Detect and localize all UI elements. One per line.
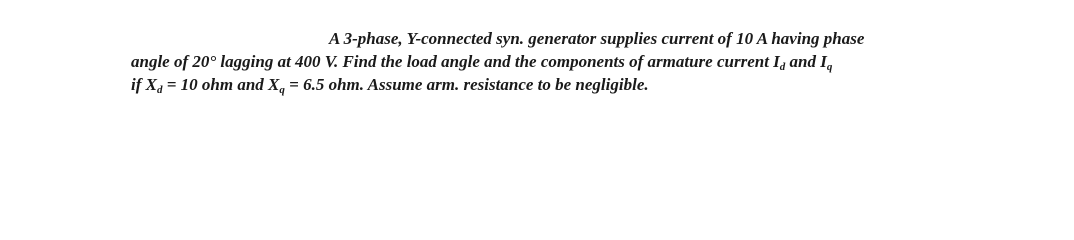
subscript-q: q xyxy=(279,84,285,96)
subscript-d: d xyxy=(156,84,163,96)
problem-statement xyxy=(131,27,991,96)
line-3-text-a: if X xyxy=(131,75,157,94)
problem-line-1: A 3-phase, Y-connected syn. generator supplies current of 10 A having phase xyxy=(329,29,865,48)
line-2-text-a: angle of 20° lagging at 400 V. Find the load angle and the components of armature current I xyxy=(131,52,780,71)
subscript-q: q xyxy=(826,61,833,73)
line-2-text-b: and I xyxy=(785,52,827,71)
problem-line-2 xyxy=(131,50,991,73)
problem-line-3 xyxy=(131,73,991,96)
line-3-text-c: = 6.5 ohm. Assume arm. resistance to be negligible. xyxy=(284,75,649,94)
subscript-d: d xyxy=(779,61,786,73)
line-3-text-b: = 10 ohm and X xyxy=(162,75,280,94)
